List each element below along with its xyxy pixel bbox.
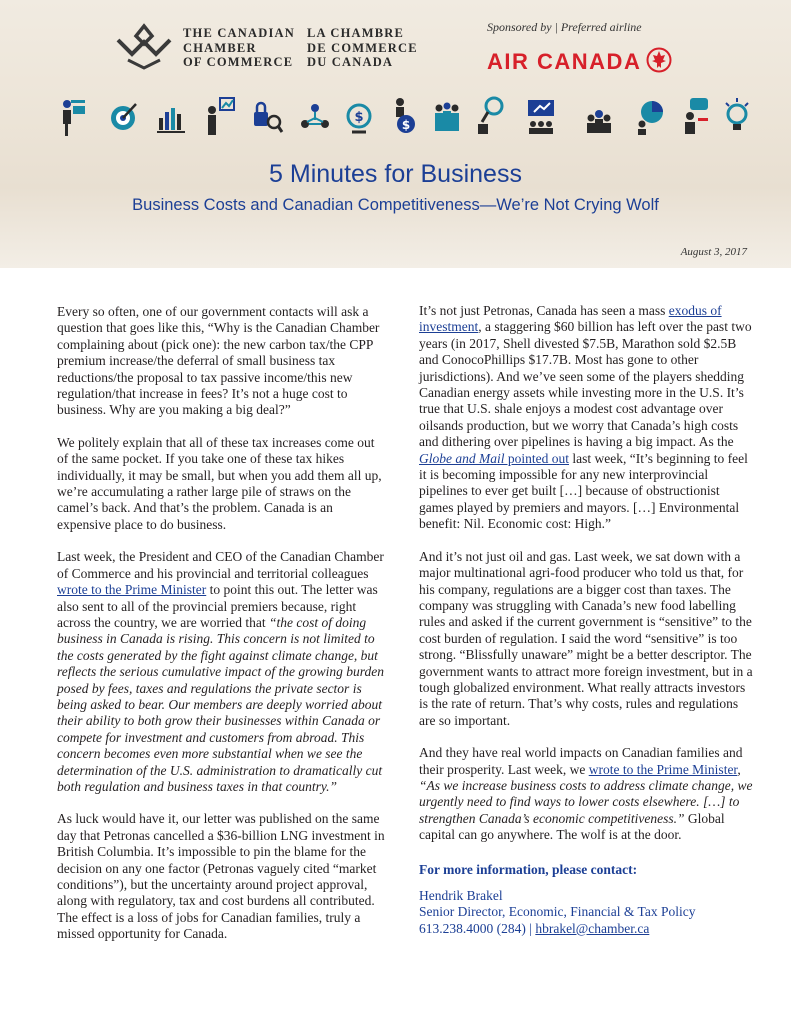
right-column [419, 303, 754, 937]
wrote-to-prime-minister-link[interactable]: wrote to the Prime Minister [588, 761, 738, 777]
chamber-name-french: LA CHAMBRE DE COMMERCE DU CANADA [307, 26, 418, 69]
header-banner [0, 0, 791, 268]
contact-title: Senior Director, Economic, Financial & Tax Policy [419, 904, 696, 920]
target-icon [106, 94, 140, 138]
svg-text:$: $ [401, 118, 411, 132]
svg-text:$: $ [354, 110, 364, 125]
money-cycle-icon [342, 94, 376, 138]
presentation-icon [524, 94, 558, 138]
paragraph: We politely explain that all of these tax increases come out of the same pocket. If you take one of these tax hikes individually, it may be small, but when you add them all up, we’re accumulating a rather large pile of straws on the camel’s back. And that’s the problem. Canada is an expensive place to do business. [57, 434, 382, 532]
paragraph: As luck would have it, our letter was published on the same day that Petronas cancelled a $36-billion LNG investment in British Columbia. It’s impossible to pin the blame for the decision on any one factor (Petronas vaguely cited “market conditions”), but the uncertainty around project approval, along with regulatory, tax and cost burdens all contributed. The effect is a loss of jobs for Canadian families, truly a missed opportunity for Canada. [57, 811, 385, 942]
bar-chart-icon [154, 94, 188, 138]
paragraph: It’s not just Petronas, Canada has seen a mass exodus of investment, a staggering $60 billion has left over the past two years (in 2017, Shell divested $7.5B, Marathon sold $2.5B and ConocoPhillips $17.7B. Most has gone to other jurisdictions). And we’ve seen some of the players shedding Canadian energy assets while investing more in the U.S. It’s true that U.S. shale enjoys a modest cost advantage over oilsands production, but we worry that Canada’s high costs and dithering over pipelines is having a big impact. As the Globe and Mail pointed out last week, “It’s beginning to feel it is becoming impossible for any new interprovincial pipelines to ever get built […] because of obstructionist games played by premiers and mayors. […] Environmental benefit: Nil. Economic cost: High.” [419, 303, 752, 532]
icon-row [58, 94, 748, 138]
chamber-name-english: THE CANADIAN CHAMBER OF COMMERCE [183, 26, 295, 69]
chamber-logo-icon [114, 22, 174, 70]
search-person-icon [474, 94, 508, 138]
left-column [57, 304, 387, 959]
discussion-icon [678, 94, 712, 138]
exodus-of-investment-link[interactable]: exodus of investment [419, 303, 722, 335]
sponsor-text: Sponsored by | Preferred airline [487, 20, 642, 34]
contact-block [419, 888, 754, 937]
air-canada-logo: AIR CANADA [487, 49, 642, 74]
contact-email-link[interactable]: hbrakel@chamber.ca [535, 920, 650, 936]
idea-icon [720, 94, 754, 138]
paragraph: Last week, the President and CEO of the Canadian Chamber of Commerce and his provincial and territorial colleagues wrote to the Prime Minister to point this out. The letter was also sent to all of the provincial premiers because, right across the country, we are worried that “the cost of doing business in Canada is rising. This concern is not limited to the costs generated by the fight against climate change, but reflects the serious cumulative impact of the growing burden posed by fees, taxes and regulations the private sector is being asked to bear. Our members are deeply worried about their ability to both grow their businesses within Canada or compete for investment and customers from abroad. This concern becomes even more substantial when we see the determination of the U.S. administration to dramatically cut both regulation and business taxes in that country.” [57, 549, 384, 794]
globe-and-mail-link[interactable]: Globe and Mail pointed out [419, 450, 569, 466]
page-title: 5 Minutes for Business [269, 160, 522, 188]
security-search-icon [250, 94, 284, 138]
maple-leaf-icon [646, 47, 672, 73]
presenter-icon [58, 94, 92, 138]
letter-quote: “As we increase business costs to address climate change, we urgently need to find ways to lower costs elsewhere. […] to strengthen Canada’s economic competitiveness.” [419, 777, 753, 826]
page-subtitle: Business Costs and Canadian Competitiveness—We’re Not Crying Wolf [132, 196, 659, 214]
letter-quote: “the cost of doing business in Canada is rising. This concern is not limited to the costs generated by the fight against climate change, but reflects the serious cumulative impact of the growing burden posed by fees, taxes and regulations the private sector is being asked to bear. Our members are deeply worried about their ability to both grow their businesses within Canada or compete for investment and customers from abroad. This concern becomes even more substantial when we see the determination of the U.S. administration to dramatically cut both regulation and business taxes in that country.” [57, 614, 384, 794]
contact-name: Hendrik Brakel [419, 888, 503, 903]
publication-date: August 3, 2017 [680, 246, 747, 258]
growth-icon [204, 94, 238, 138]
paragraph: And it’s not just oil and gas. Last week, we sat down with a major multinational agri-food producer who told us that, for his company, regulations are a bigger cost than taxes. The company was struggling with Canada’s new food labelling rules and asked if the current government is “sensitive” to the cost burden of regulation. I said the word “sensitive” is too strong. “Blissfully unaware” might be a better descriptor. The government wants to attract more foreign investment, but in a tough globalized environment. What really attracts investors is the rate of return. That’s why costs, rules and regulations are so important. [419, 548, 753, 728]
paragraph: Every so often, one of our government contacts will ask a question that goes like this, “Why is the Canadian Chamber complaining about (pick one): the new carbon tax/the CPP premium increase/the deferral of small business tax reductions/the proposal to tax passive income/this new regulation/that increase in fees? It’s not a huge cost to business. Why are you making a big deal?” [57, 304, 380, 418]
paragraph: And they have real world impacts on Canadian families and their prosperity. Last week, we wrote to the Prime Minister, “As we increase business costs to address climate change, we urgently need to find ways to lower costs elsewhere. […] to strengthen Canada’s economic competitiveness.” Global capital can go anywhere. The wolf is at the door. [419, 745, 753, 843]
prime-minister-letter-link[interactable]: wrote to the Prime Minister [57, 582, 207, 598]
pie-chart-icon [634, 94, 668, 138]
contact-phone-email: 613.238.4000 (284) | hbrakel@chamber.ca [419, 920, 650, 936]
team-icon [430, 94, 464, 138]
contact-heading: For more information, please contact: [419, 861, 638, 877]
group-icon [582, 94, 616, 138]
network-icon [298, 94, 332, 138]
dollar-icon [386, 94, 420, 138]
